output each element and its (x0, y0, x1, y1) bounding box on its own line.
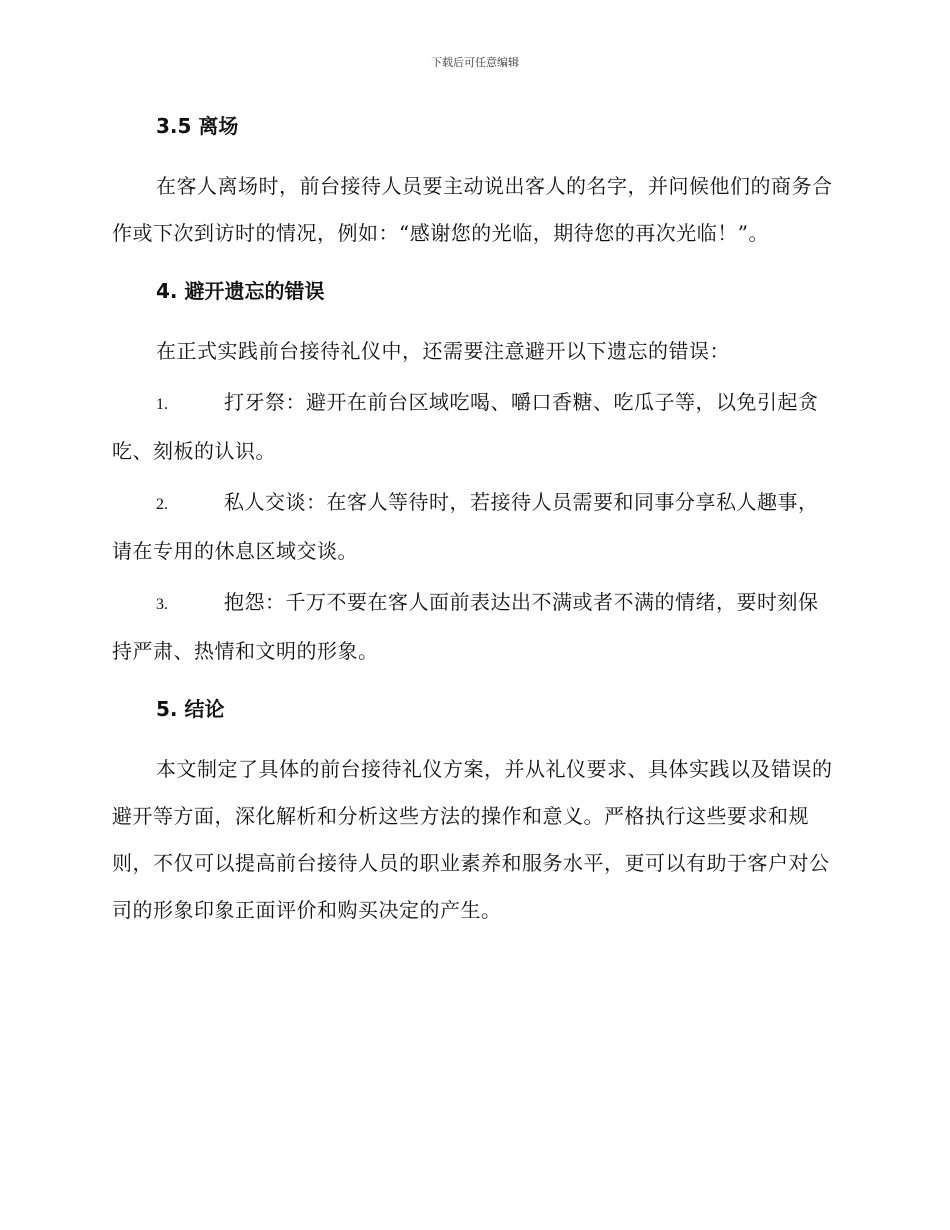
list-item (112, 579, 836, 675)
body-paragraph: 在正式实践前台接待礼仪中，还需要注意避开以下遗忘的错误： (156, 339, 730, 363)
section-heading: 4. 避开遗忘的错误 (156, 279, 325, 303)
section-heading: 5. 结论 (156, 697, 225, 721)
section-heading: 3.5 离场 (156, 114, 239, 138)
list-text: 私人交谈：在客人等待时，若接待人员需要和同事分享私人趣事，请在专用的休息区域交谈。 (112, 490, 819, 563)
list-text: 抱怨：千万不要在客人面前表达出不满或者不满的情绪，要时刻保持严肃、热情和文明的形象。 (112, 590, 819, 663)
list-item (112, 379, 836, 475)
section-departure (112, 109, 836, 257)
list-number: 1. (156, 396, 168, 413)
list-item (112, 479, 836, 575)
list-text: 打牙祭：避开在前台区域吃喝、嚼口香糖、吃瓜子等，以免引起贪吃、刻板的认识。 (112, 390, 819, 463)
body-paragraph: 本文制定了具体的前台接待礼仪方案，并从礼仪要求、具体实践以及错误的避开等方面，深化解析和分析这些方法的操作和意义。严格执行这些要求和规则，不仅可以提高前台接待人员的职业素养和服务水平，更可以有助于客户对公司的形象印象正面评价和购买决定的产生。 (112, 757, 833, 922)
section-avoid-errors (112, 274, 836, 675)
body-paragraph: 在客人离场时，前台接待人员要主动说出客人的名字，并问候他们的商务合作或下次到访时的情况，例如：“感谢您的光临，期待您的再次光临！”。 (112, 174, 833, 245)
list-number: 2. (156, 496, 168, 513)
section-conclusion (112, 692, 836, 934)
document-body (112, 109, 836, 934)
list-number: 3. (156, 596, 168, 613)
page-header: 下载后可任意编辑 (431, 56, 519, 69)
